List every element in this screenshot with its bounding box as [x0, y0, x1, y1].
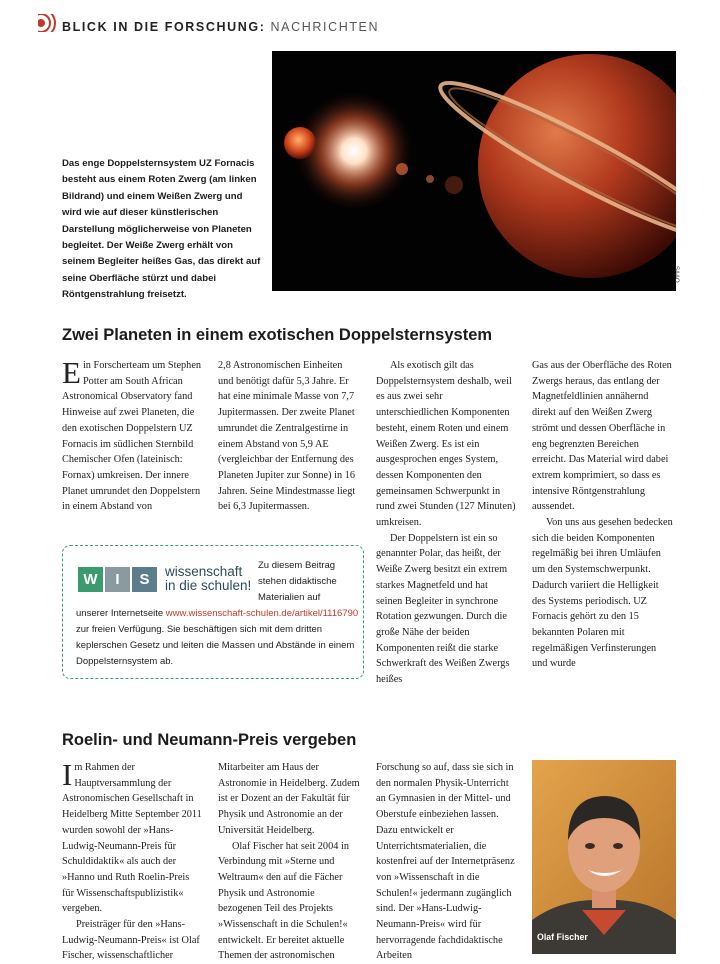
- paragraph: Gas aus der Oberfläche des Roten Zwergs heraus, das entlang der Magnetfeldlinien annähernd direkt auf den Weißen Zwerg strömt und dessen Oberfläche in eng begrenzten Bereichen erreicht. Das Material wird dabei extrem komprimiert, so dass es intensive Röntgenstrahlung aussendet.: [532, 360, 672, 513]
- wis-logo-s: S: [132, 567, 157, 592]
- image-credit: SAAO: [673, 266, 679, 283]
- paragraph: Forschung so auf, dass sie sich in den normalen Physik-Unterricht an Gymnasien in der Mittel- und Oberstufe einbeziehen lassen. Dazu entwickelt er Unterrichtsmaterialien, die kostenfrei auf der Internetpräsenz von »Wissenschaft in die Schulen!« jedermann zugänglich sind. Der »Hans-Ludwig-Neumann-Preis« wird für hervorragende fachdidaktische Arbeiten: [376, 762, 515, 962]
- wis-intro-text: Zu diesem Beitrag stehen didaktische Materialien auf: [258, 560, 337, 603]
- article1-column-3: [376, 358, 516, 688]
- article1-column-2: [218, 358, 360, 515]
- paragraph: Im Rahmen der Hauptversammlung der Astronomischen Gesellschaft in Heidelberg Mitte September 2011 wurden sowohl der »Hans-Ludwig-Neumann-Preis für Schuldidaktik« als auch der »Hanno und Ruth Roelin-Preis für Wissenschaftspublizistik« vergeben.: [62, 757, 202, 915]
- hero-illustration: [272, 51, 676, 291]
- wis-body-post: zur freien Verfügung. Sie beschäftigen sich mit dem dritten keplerschen Gesetz und leiten die Massen und Abstände in einem Doppelsternsystem ab.: [76, 624, 355, 667]
- wis-brand-line1: wissenschaft: [165, 564, 243, 579]
- article1-column-1: [62, 355, 202, 515]
- paragraph: Von uns aus gesehen bedecken sich die beiden Komponenten regelmäßig bei ihren Umläufen um den Systemschwerpunkt. Dadurch variiert die Helligkeit des Systems periodisch. UZ Fornacis gehört zu den 15 bekannten Polaren mit regelmäßigen Verfinsterungen und wurde: [532, 517, 673, 670]
- portrait-caption: Olaf Fischer: [537, 932, 588, 942]
- article2-column-1: [62, 757, 202, 964]
- paragraph: Olaf Fischer hat seit 2004 in Verbindung mit »Sterne und Weltraum« den auf die Fächer Physik und Astronomie bezogenen Teil des Projekts »Wissenschaft in die Schulen!« entwickelt. Er bereitet aktuelle Themen der astronomischen: [218, 840, 349, 962]
- article2-column-2: [218, 760, 360, 964]
- wis-brand-line2: in die schulen!: [165, 578, 252, 593]
- article2-column-3: [376, 760, 516, 964]
- paragraph: Ein Forscherteam um Stephen Potter am South African Astronomical Observatory fand Hinweise auf zwei Planeten, die den exotischen Doppelstern UZ Fornacis im südlichen Sternbild Chemischer Ofen (lateinisch: Fornax) umkreisen. Der innere Planet umrundet den Doppelstern in einem Abstand von: [62, 355, 202, 513]
- paragraph: Preisträger für den »Hans-Ludwig-Neumann-Preis« ist Olaf Fischer, wissenschaftlicher: [62, 919, 200, 962]
- wis-body-pre: unserer Internetseite: [76, 608, 166, 619]
- paragraph: Als exotisch gilt das Doppelsternsystem deshalb, weil es aus zwei sehr unterschiedlichen Komponenten besteht, einem Roten und einem Weißen Zwerg. Es ist ein ausgesprochen enges System, dessen Komponenten den gemeinsamen Schwerpunkt in rund zwei Stunden (127 Minuten) umkreisen.: [376, 360, 516, 529]
- portrait-illustration: [532, 760, 676, 954]
- wis-brand: [165, 565, 251, 593]
- section-header: [62, 20, 379, 34]
- article-heading-prizes: Roelin- und Neumann-Preis vergeben: [62, 731, 357, 749]
- wis-logo-w: W: [78, 567, 103, 592]
- section-subtitle: NACHRICHTEN: [270, 20, 380, 34]
- section-title: BLICK IN DIE FORSCHUNG:: [62, 20, 266, 34]
- target-rings-icon: [38, 14, 56, 32]
- wis-logo-i: I: [105, 567, 130, 592]
- article1-column-4: [532, 358, 674, 672]
- paragraph: Mitarbeiter am Haus der Astronomie in Heidelberg. Zudem ist er Dozent an der Fakultät für Physik und Astronomie an der Universität Heidelberg.: [218, 762, 360, 836]
- wis-body-text: [76, 606, 362, 670]
- planet-artwork: [272, 51, 676, 291]
- wis-materials-link[interactable]: www.wissenschaft-schulen.de/artikel/1116790: [165, 608, 359, 619]
- figure-caption: Das enge Doppelsternsystem UZ Fornacis besteht aus einem Roten Zwerg (am linken Bildrand) und einem Weißen Zwerg und wird wie auf dieser künstlerischen Darstellung möglicherweise von Planeten begleitet. Der Weiße Zwerg erhält von seinem Begleiter heißes Gas, das direkt auf seine Oberfläche stürzt und dabei Röntgenstrahlung freisetzt.: [62, 158, 261, 301]
- portrait-photo: [532, 760, 676, 954]
- wis-logo: [78, 566, 251, 592]
- paragraph: 2,8 Astronomischen Einheiten und benötigt dafür 5,3 Jahre. Er hat eine minimale Masse von 7,7 Jupitermassen. Der zweite Planet umrundet die Zentralgestirne in einem Abstand von 5,9 AE (vergleichbar der Entfernung des Planeten Jupiter zur Sonne) in 16 Jahren. Seine Mindestmasse liegt bei 6,3 Jupitermassen.: [218, 360, 356, 513]
- article-heading-planets: Zwei Planeten in einem exotischen Doppelsternsystem: [62, 326, 493, 344]
- paragraph: Der Doppelstern ist ein so genannter Polar, das heißt, der Weiße Zwerg besitzt ein extrem starkes Magnetfeld und hat seinen Begleiter in synchrone Rotation gezwungen. Durch die große Nähe der beiden Komponenten reißt die starke Schwerkraft des Weißen Zwergs heißes: [376, 532, 510, 686]
